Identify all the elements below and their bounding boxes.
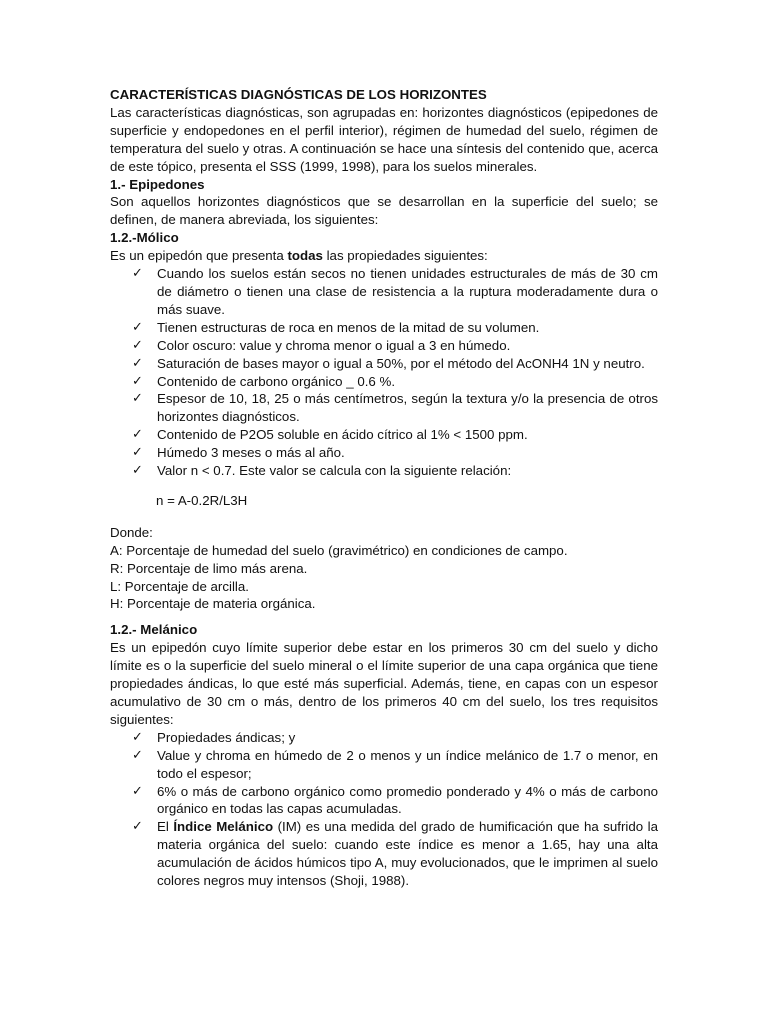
list-item-emphasis: Índice Melánico	[173, 819, 274, 835]
check-icon: ✓	[132, 463, 143, 479]
list-item	[110, 462, 658, 480]
list-item-text: Cuando los suelos están secos no tienen unidades estructurales de más de 30 cm de diámetro o tienen una clase de resistencia a la ruptura moderadamente dura o más suave.	[157, 266, 658, 317]
section-heading-epipedones: 1.- Epipedones	[110, 176, 205, 192]
epipedones-paragraph: Son aquellos horizontes diagnósticos que se desarrollan en la superficie del suelo; se definen, de manera abreviada, los siguientes:	[110, 194, 658, 228]
document-page	[110, 86, 658, 890]
molico-intro-emphasis: todas	[287, 248, 323, 264]
list-item-text: Propiedades ándicas; y	[157, 729, 296, 745]
list-item-text: 6% o más de carbono orgánico como promedio ponderado y 4% o más de carbono orgánico en todas las capas acumuladas.	[157, 783, 658, 817]
document-title: CARACTERÍSTICAS DIAGNÓSTICAS DE LOS HORIZONTES	[110, 87, 487, 102]
list-item	[110, 783, 658, 819]
donde-label: Donde:	[110, 524, 153, 540]
list-item-text: Espesor de 10, 18, 25 o más centímetros, según la textura y/o la presencia de otros horizontes diagnósticos.	[157, 391, 658, 425]
list-item-text: Húmedo 3 meses o más al año.	[157, 445, 345, 461]
check-icon: ✓	[132, 355, 143, 371]
list-item	[110, 729, 658, 747]
definition-item: H: Porcentaje de materia orgánica.	[110, 596, 316, 612]
definition-item: L: Porcentaje de arcilla.	[110, 578, 249, 594]
list-item-text: Valor n < 0.7. Este valor se calcula con la siguiente relación:	[157, 463, 512, 479]
section-heading-molico: 1.2.-Mólico	[110, 230, 179, 246]
list-item	[110, 337, 658, 355]
list-item-text: Tienen estructuras de roca en menos de la mitad de su volumen.	[157, 319, 540, 335]
definition-item: A: Porcentaje de humedad del suelo (gravimétrico) en condiciones de campo.	[110, 542, 568, 558]
list-item-text: Contenido de P2O5 soluble en ácido cítrico al 1% < 1500 ppm.	[157, 427, 528, 443]
list-item	[110, 444, 658, 462]
list-item-text: Value y chroma en húmedo de 2 o menos y un índice melánico de 1.7 o menor, en todo el espesor;	[157, 747, 658, 781]
check-icon: ✓	[132, 373, 143, 389]
list-item	[110, 818, 658, 890]
definition-item: R: Porcentaje de limo más arena.	[110, 560, 308, 576]
check-icon: ✓	[132, 337, 143, 353]
list-item	[110, 265, 658, 319]
molico-intro-text: Es un epipedón que presenta	[110, 248, 288, 264]
section-heading-melanico: 1.2.- Melánico	[110, 622, 198, 638]
list-item	[110, 355, 658, 373]
melanico-intro: Es un epipedón cuyo límite superior debe estar en los primeros 30 cm del suelo y dicho límite es o la superficie del suelo mineral o el límite superior de una capa orgánica que tiene propiedades ándicas, lo que esté más superficial. Además, tiene, en capas con un espesor acumulativo de 30 cm o más, dentro de los primeros 40 cm del suelo, los tres requisitos siguientes:	[110, 640, 658, 727]
check-icon: ✓	[132, 391, 143, 407]
list-item-text: Color oscuro: value y chroma menor o igual a 3 en húmedo.	[157, 337, 511, 353]
formula: n = A-0.2R/L3H	[156, 492, 248, 508]
molico-intro-text-end: las propiedades siguientes:	[322, 248, 488, 264]
check-icon: ✓	[132, 729, 143, 745]
list-item-text-end: (IM) es una medida del grado de humificación que ha sufrido la materia orgánica del suelo: cuando este índice es menor a 1.65, hay una alta acumulación de ácidos húmicos tipo A, muy evolucionados, que le imprimen al suelo colores negros muy intensos (Shoji, 1988).	[157, 819, 658, 889]
check-icon: ✓	[132, 819, 143, 835]
intro-paragraph: Las características diagnósticas, son agrupadas en: horizontes diagnósticos (epipedones de superficie y endopedones en el perfil interior), régimen de humedad del suelo, régimen de temperatura del suelo y otras. A continuación se hace una síntesis del contenido que, acerca de este tópico, presenta el SSS (1999, 1998), para los suelos minerales.	[110, 104, 658, 174]
list-item-text: El	[157, 819, 174, 835]
list-item-text: Saturación de bases mayor o igual a 50%, por el método del AcONH4 1N y neutro.	[157, 355, 645, 371]
molico-requirements-list	[110, 265, 658, 480]
definitions-list	[110, 542, 658, 614]
list-item	[110, 373, 658, 391]
check-icon: ✓	[132, 747, 143, 763]
check-icon: ✓	[132, 266, 143, 282]
list-item-text: Contenido de carbono orgánico _ 0.6 %.	[157, 373, 396, 389]
molico-intro	[110, 247, 658, 265]
list-item	[110, 426, 658, 444]
list-item	[110, 747, 658, 783]
check-icon: ✓	[132, 783, 143, 799]
list-item	[110, 319, 658, 337]
list-item	[110, 390, 658, 426]
check-icon: ✓	[132, 445, 143, 461]
melanico-requirements-list	[110, 729, 658, 890]
check-icon: ✓	[132, 427, 143, 443]
check-icon: ✓	[132, 319, 143, 335]
